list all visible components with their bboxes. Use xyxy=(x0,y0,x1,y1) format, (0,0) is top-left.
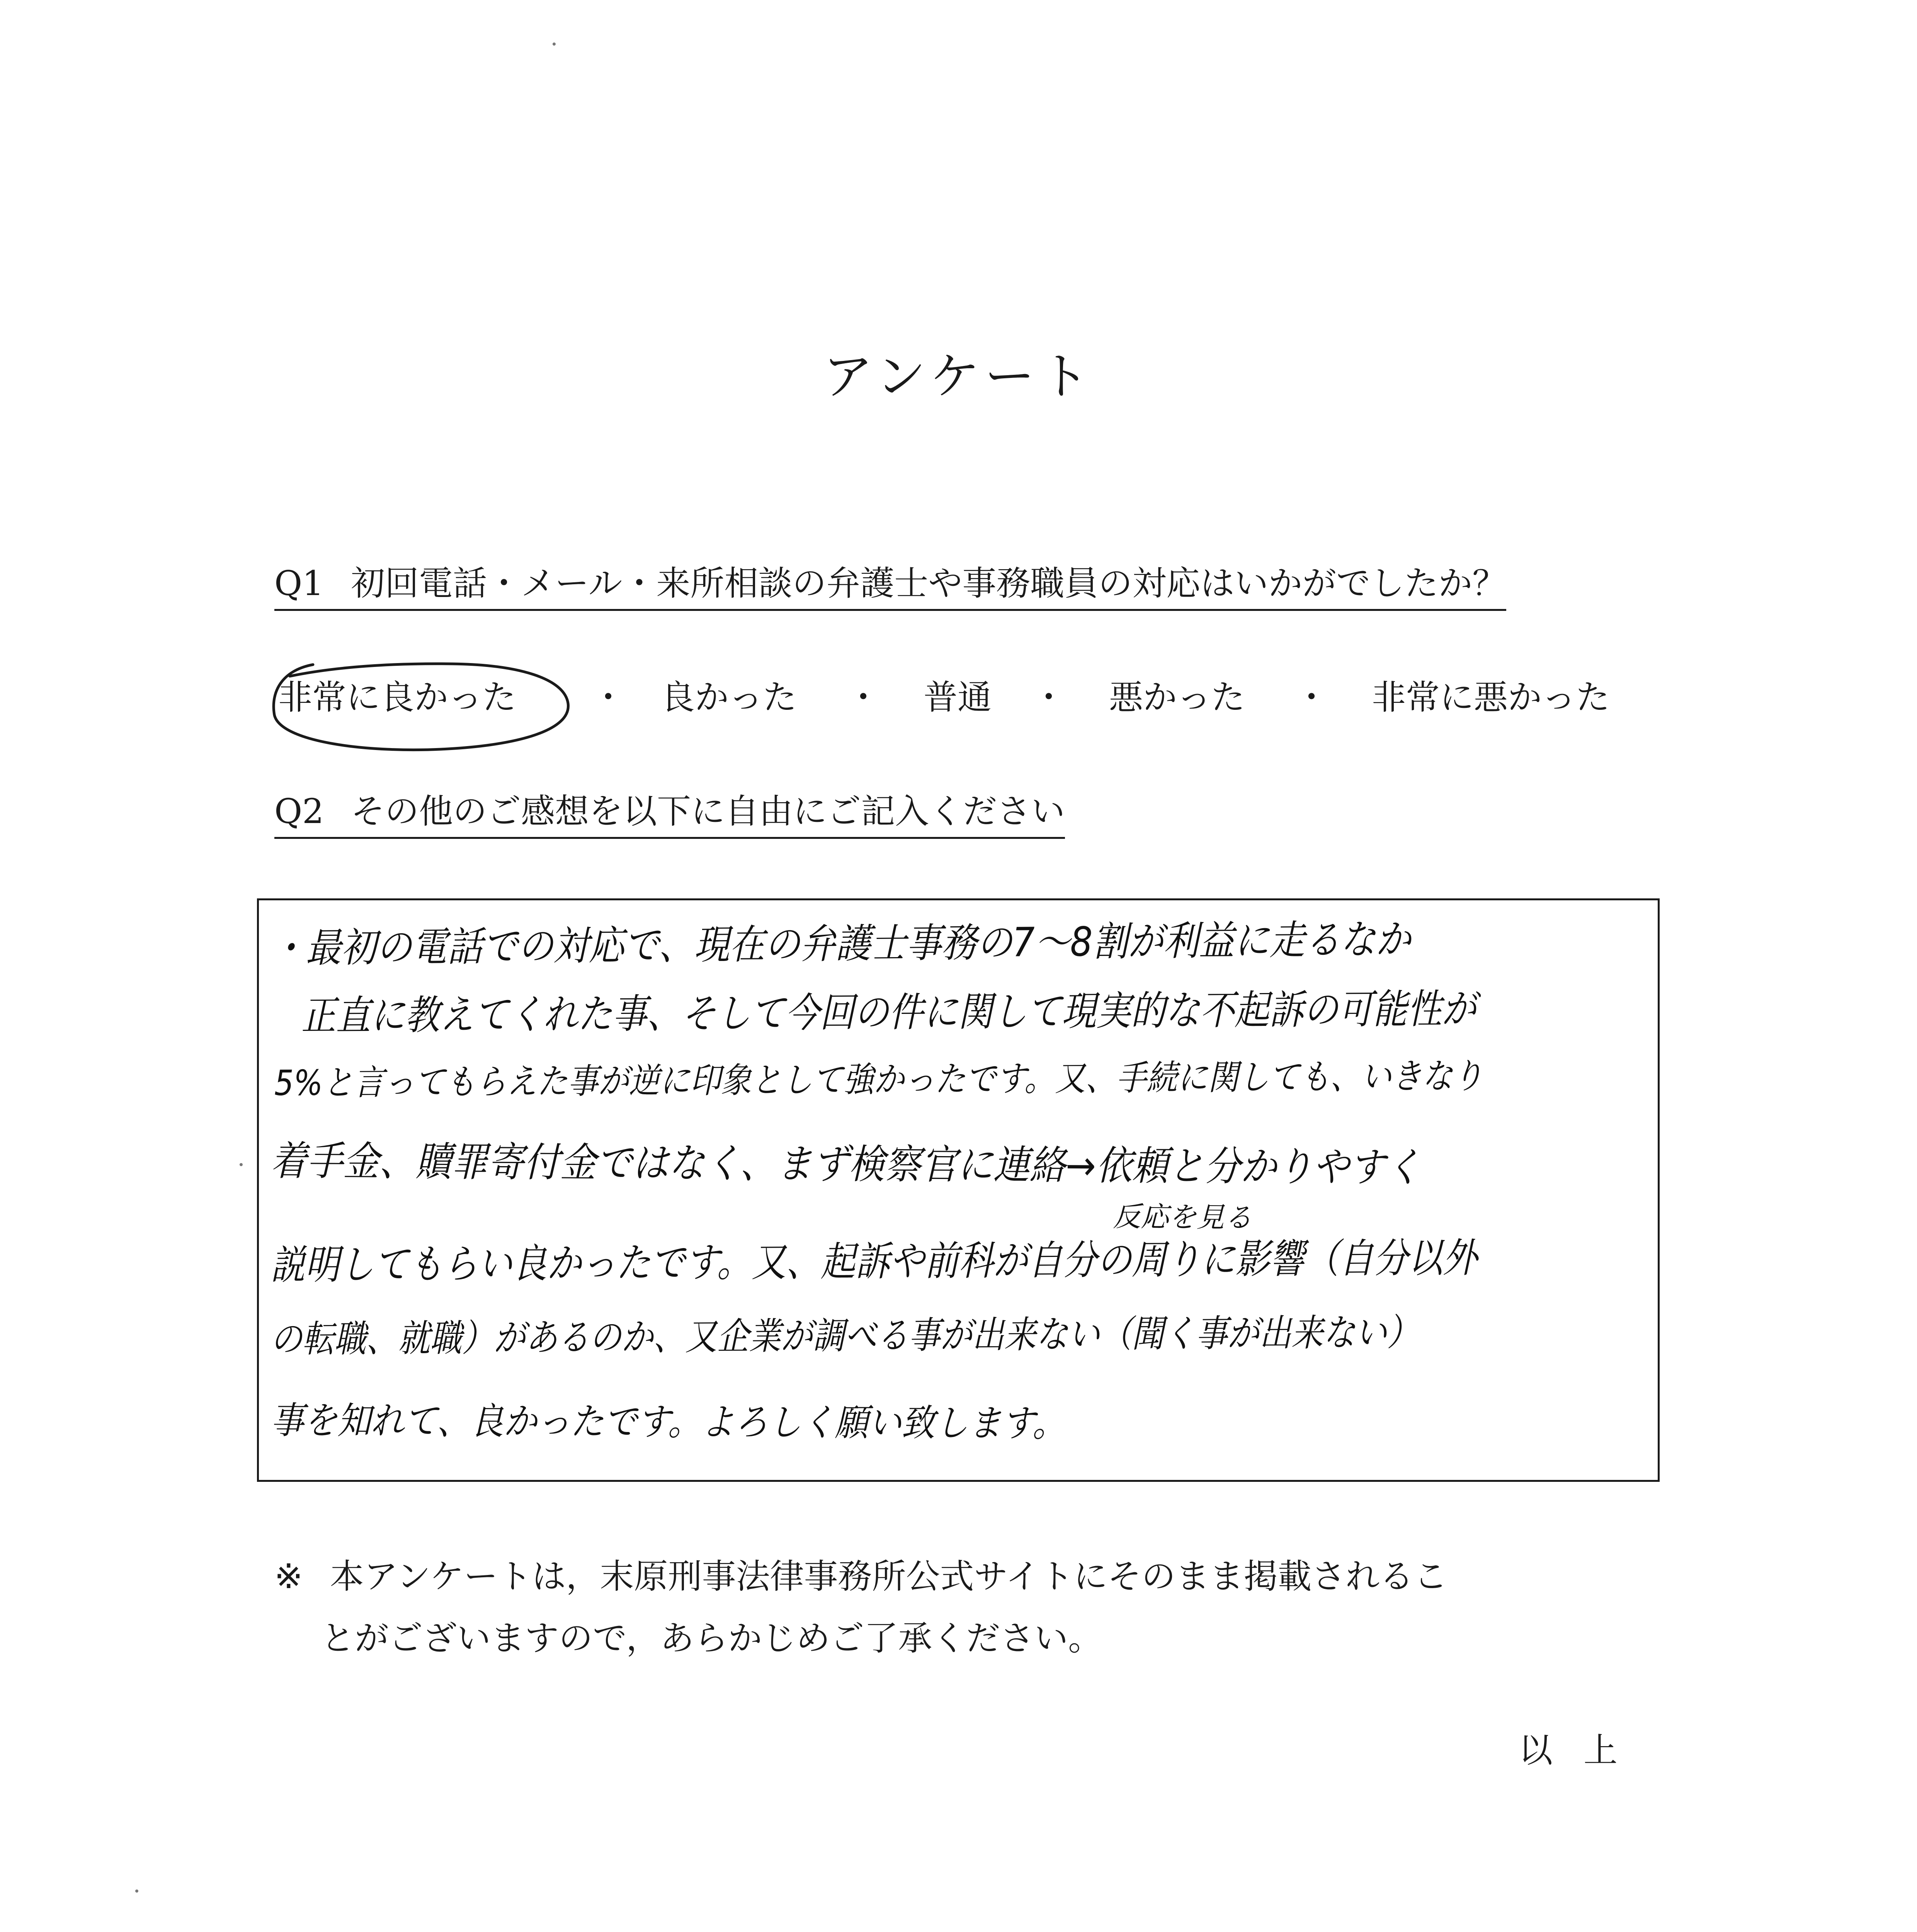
free-answer-box[interactable] xyxy=(257,898,1660,1482)
option-separator: ・ xyxy=(846,677,881,717)
disclaimer-note xyxy=(274,1546,1650,1669)
disclaimer-line-1: 本アンケートは，末原刑事法律事務所公式サイトにそのまま掲載されるこ xyxy=(330,1556,1448,1596)
scan-speck xyxy=(135,1889,138,1893)
handwritten-line: 事を知れて、良かったです。よろしく願い致します。 xyxy=(270,1399,1066,1445)
handwritten-line: の転職、就職）があるのか、又企業が調べる事が出来ない（聞く事が出来ない） xyxy=(270,1310,1419,1361)
scan-speck xyxy=(553,43,556,46)
question-2-text: その他のご感想を以下に自由にご記入ください xyxy=(351,791,1065,831)
scan-speck xyxy=(240,1163,243,1166)
handwritten-line: 正直に教えてくれた事、そして今回の件に関して現実的な不起訴の可能性が xyxy=(301,985,1476,1039)
option-very-good[interactable]: 非常に良かった xyxy=(278,677,517,717)
handwritten-insertion: 反応を見る xyxy=(1113,1200,1252,1234)
handwritten-line: 着手金、贖罪寄付金ではなく、まず検察官に連絡→依頼と分かりやすく xyxy=(270,1137,1422,1191)
option-average[interactable]: 普通 xyxy=(924,677,992,717)
option-bad[interactable]: 悪かった xyxy=(1109,677,1245,717)
option-separator: ・ xyxy=(591,677,626,717)
question-2-number: Q2 xyxy=(274,791,324,831)
page-title: アンケート xyxy=(823,347,1094,406)
reference-mark: ※ xyxy=(274,1556,303,1596)
question-1 xyxy=(274,556,1506,611)
handwritten-line: ・最初の電話での対応で、現在の弁護士事務の7〜8割が利益に走るなか xyxy=(270,915,1411,972)
disclaimer-line-2: とがございますので，あらかじめご了承ください。 xyxy=(321,1618,1102,1658)
question-2 xyxy=(274,784,1065,839)
handwritten-line: 5%と言ってもらえた事が逆に印象として強かったです。又、手続に関しても、いきなり xyxy=(274,1056,1483,1104)
option-good[interactable]: 良かった xyxy=(661,677,797,717)
closing-mark: 以上 xyxy=(1519,1730,1649,1770)
option-separator: ・ xyxy=(1294,677,1329,717)
question-1-number: Q1 xyxy=(274,563,324,603)
selection-circle-mark xyxy=(267,649,576,757)
question-1-text: 初回電話・メール・来所相談の弁護士や事務職員の対応はいかがでしたか？ xyxy=(351,563,1507,603)
option-very-bad[interactable]: 非常に悪かった xyxy=(1372,677,1610,717)
handwritten-line: 説明してもらい良かったです。又、起訴や前科が自分の周りに影響（自分以外 xyxy=(270,1234,1478,1289)
option-separator: ・ xyxy=(1032,677,1066,717)
